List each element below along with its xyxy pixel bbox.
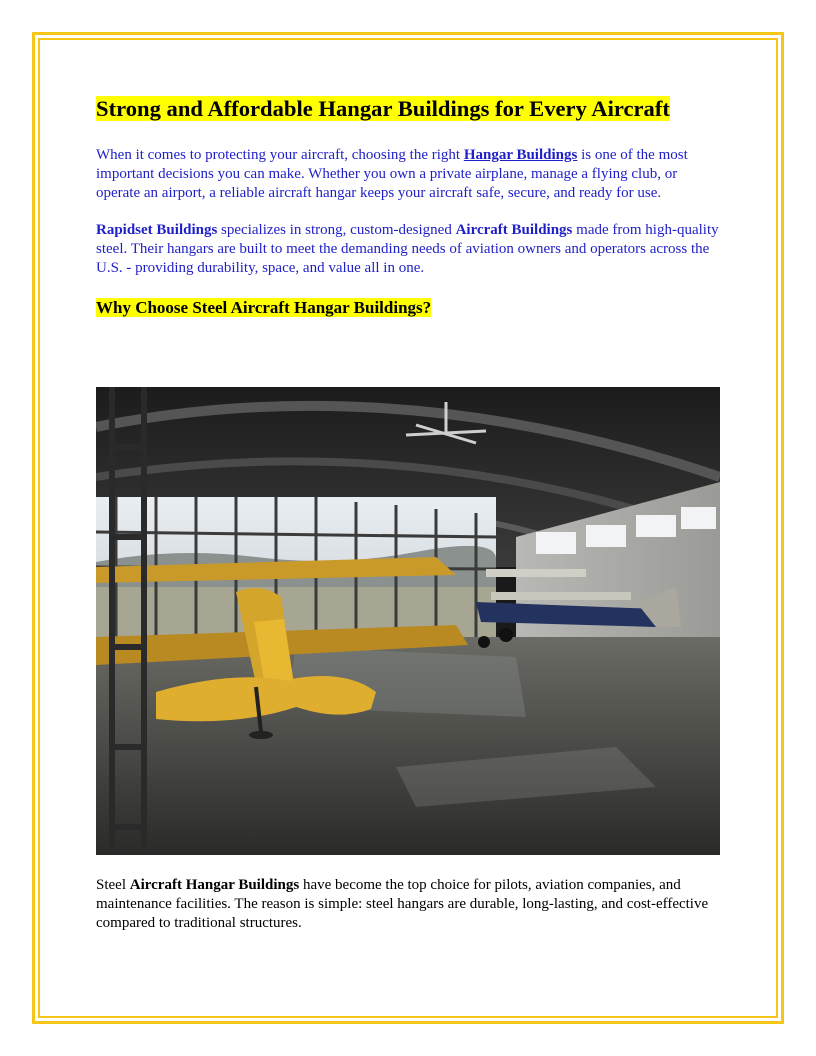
title-wrap — [96, 92, 720, 126]
page-title: Strong and Affordable Hangar Buildings for Every Aircraft — [96, 96, 670, 121]
hangar-photo — [96, 387, 720, 855]
intro-paragraph — [96, 146, 720, 203]
aircraft-hangar-buildings-term: Aircraft Hangar Buildings — [129, 877, 300, 893]
company-text-2: made from high-quality steel. Their hangars are built to meet the demanding needs of aviation owners and operators across the U.S. - providing durability, space, and value all in one. — [96, 222, 719, 276]
aircraft-buildings-term: Aircraft Buildings — [455, 222, 573, 238]
intro-text-end: is one of the most important decisions you can make. Whether you own a private airplane, manage a flying club, or operate an airport, a reliable aircraft hangar keeps your aircraft safe, secure, and ready for use. — [96, 147, 688, 201]
section-subheading: Why Choose Steel Aircraft Hangar Buildings? — [96, 298, 432, 317]
company-text-1: specializes in strong, custom-designed — [217, 222, 456, 238]
closing-text-start: Steel — [96, 877, 130, 893]
closing-paragraph — [96, 876, 720, 933]
subheading-wrap — [96, 296, 720, 320]
hangar-buildings-link[interactable]: Hangar Buildings — [463, 147, 578, 163]
document-body — [96, 92, 720, 320]
intro-text-start: When it comes to protecting your aircraft, choosing the right — [96, 147, 464, 163]
closing-text-end: have become the top choice for pilots, aviation companies, and maintenance facilities. The reason is simple: steel hangars are durable, long-lasting, and cost-effective compared to traditional structures. — [96, 877, 709, 931]
company-paragraph — [96, 221, 720, 278]
company-name: Rapidset Buildings — [96, 222, 218, 238]
